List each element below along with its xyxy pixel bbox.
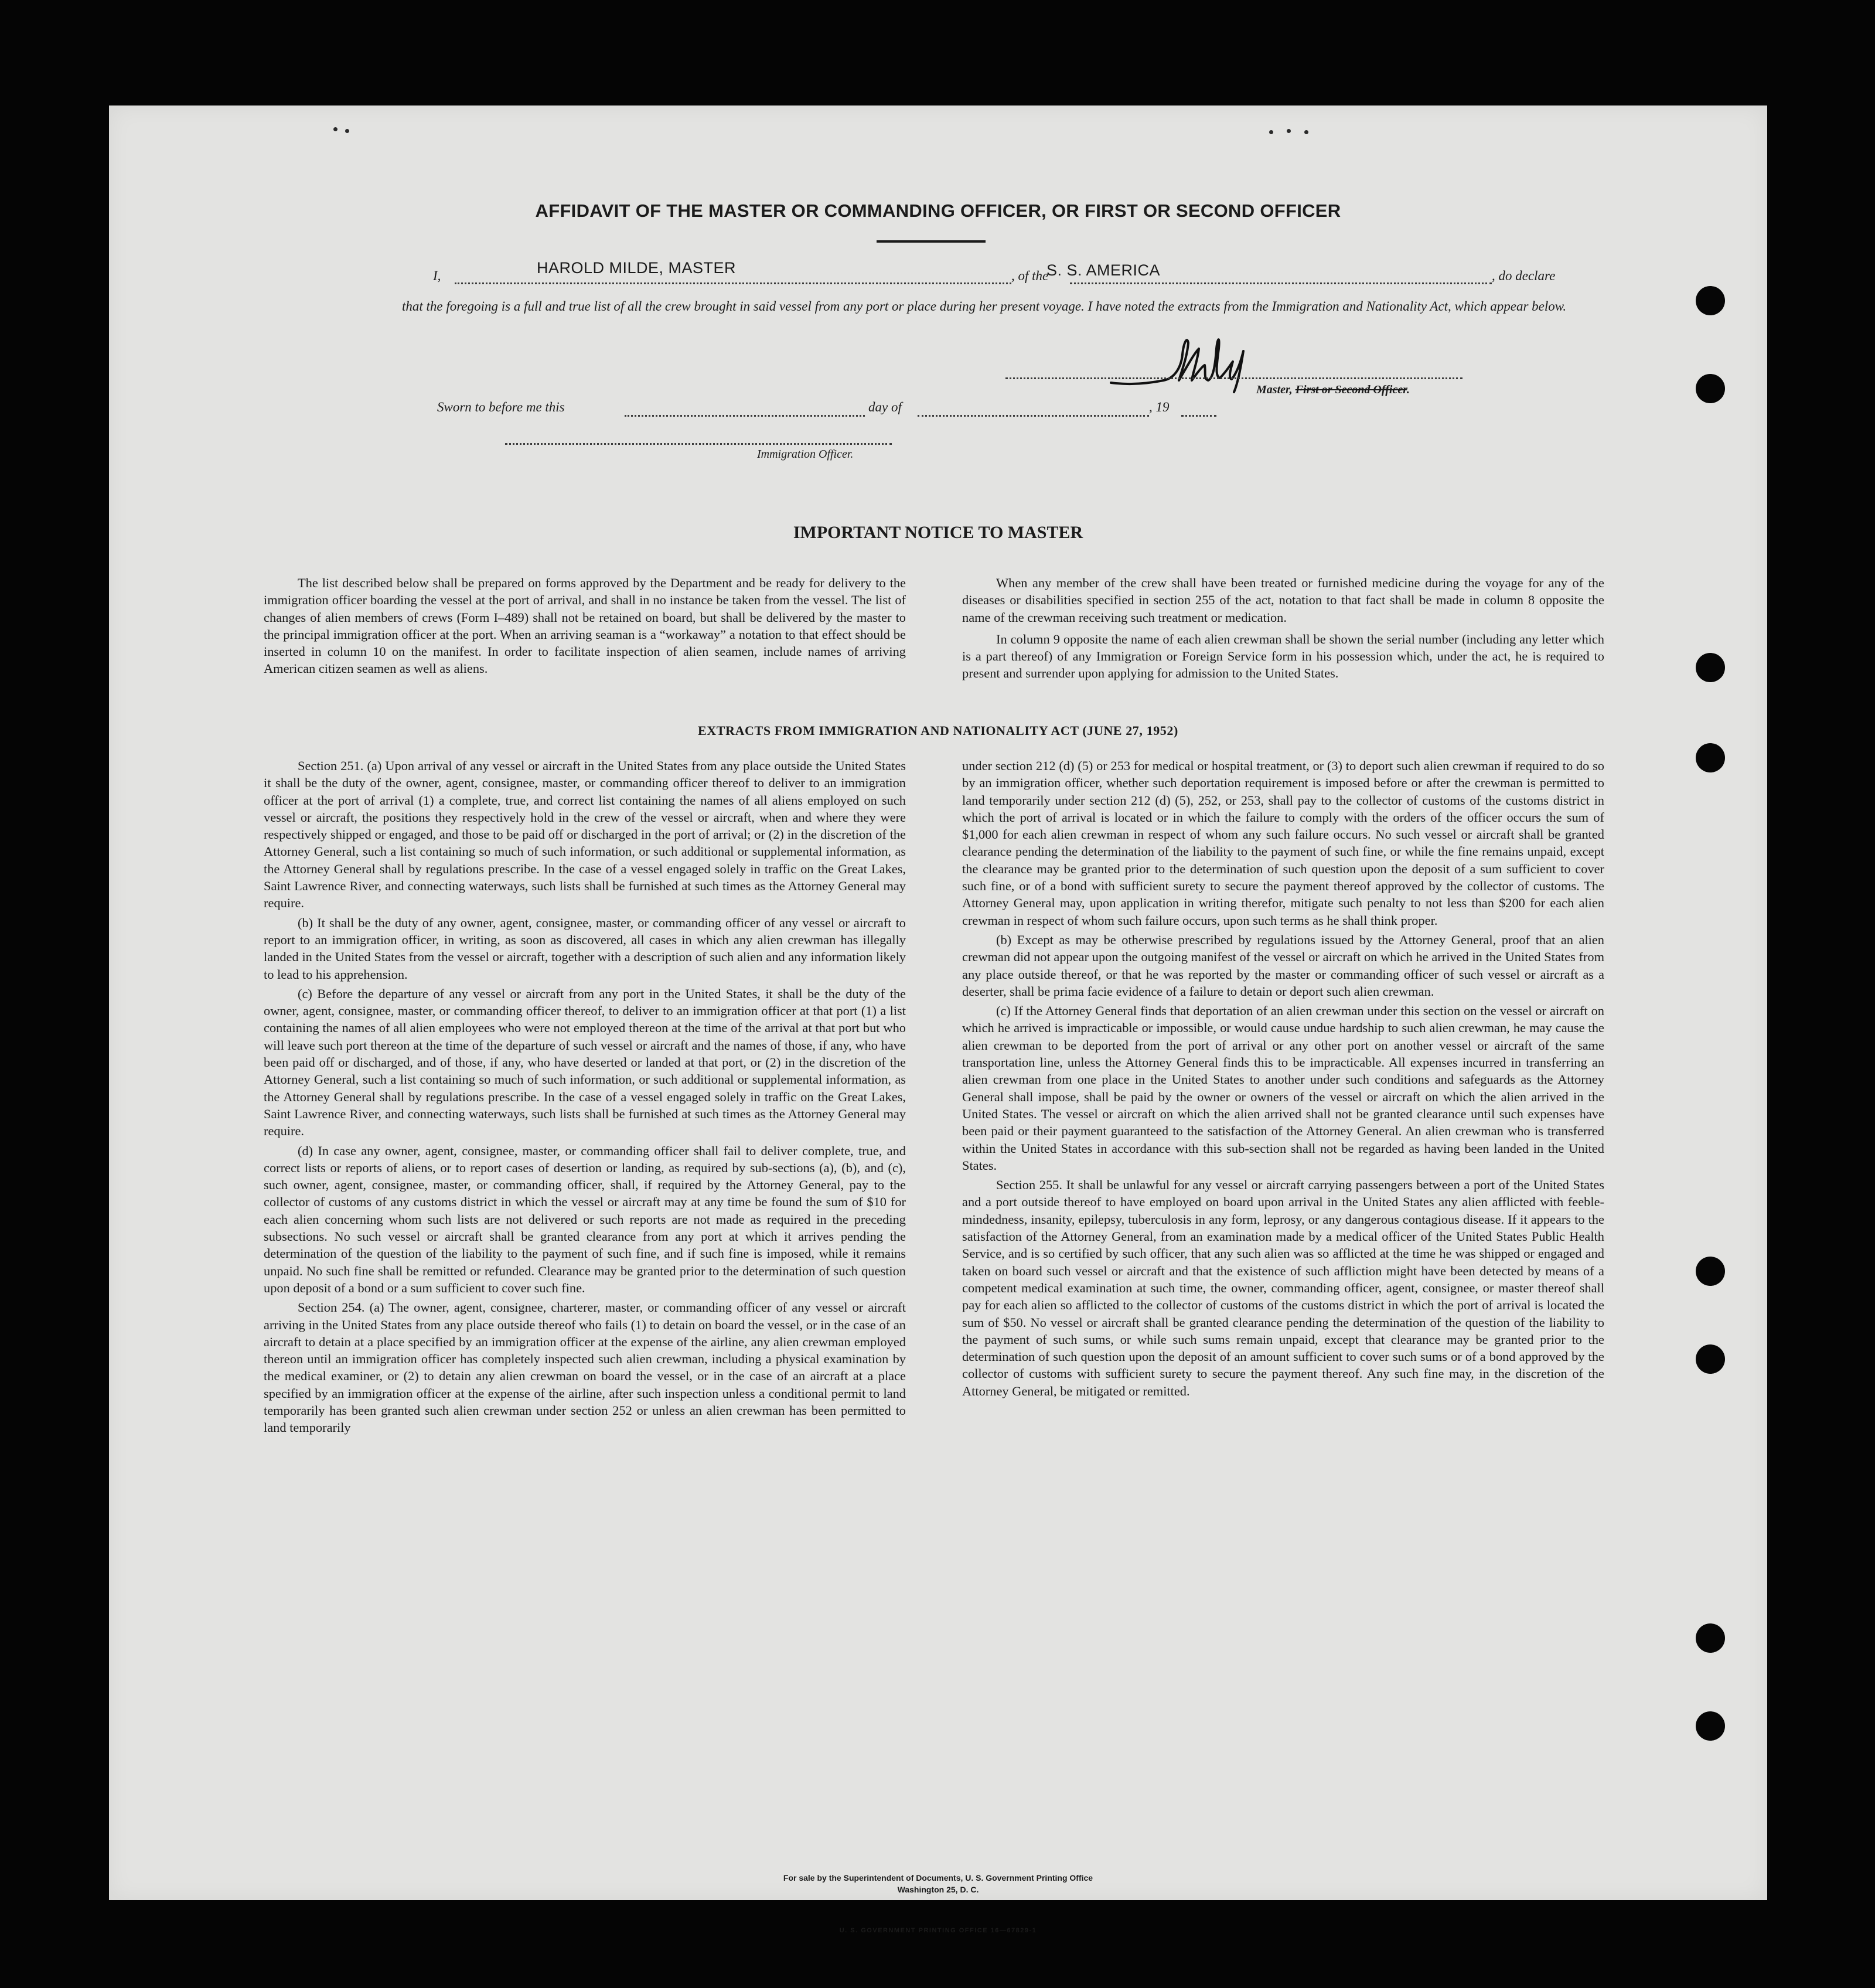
of-the-label: , of the bbox=[1011, 268, 1049, 283]
punch-hole bbox=[1696, 1711, 1725, 1741]
section-254-a-continued: under section 212 (d) (5) or 253 for medical or hospital treatment, or (3) to deport such alien crewman if required to do so by an immigration officer, whether such deportation requirement is imposed before or after the crewman is permitted to land temporarily under section 212 (d) (5), 252, or 253, shall pay to the collector of customs of the customs district in which the port of arrival is located or in which the failure to comply with the orders of the officer occurs the sum of $1,000 for each alien crewman in respect of whom any such failure occurs. No such vessel or aircraft shall be granted clearance pending the determination of the liability to the payment of such fine, or while the fine remains unpaid, except the clearance may be granted prior to the determination of such question upon the deposit of a sum sufficient to cover such fine, or of a bond with sufficient surety to secure the payment thereof approved by the collector of customs. The Attorney General may, upon application in writing therefor, mitigate such penalty to not less than $200 for each alien crewman in respect of whom such failure occurs, upon such terms as he shall think proper. bbox=[962, 758, 1604, 928]
do-declare-label: , do declare bbox=[1492, 268, 1556, 283]
section-251-d: (d) In case any owner, agent, consignee, master, or commanding officer shall fail to deliver complete, true, and correct lists or reports of aliens, or to report cases of desertion or landing, as required by sub-sections (a), (b), and (c), such owner, agent, consignee, master, or commanding officer, shall, if required by the Attorney General, pay to the collector of customs of any customs district in which the vessel or aircraft may at any time be found the sum of $10 for each alien concerning whom such lists are not delivered or such reports are not made as required in the preceding subsections. No such vessel or aircraft shall be granted clearance from any port at which it arrives pending the determination of the question of the liability to the payment of such fine, and if such fine is imposed, while it remains unpaid. No such fine shall be remitted or refunded. Clearance may be granted prior to the determination of such question upon deposit of a bond or a sum sufficient to cover such fine. bbox=[264, 1143, 906, 1295]
day-of-label: day of bbox=[868, 400, 902, 414]
punch-hole bbox=[1696, 1344, 1725, 1374]
punch-hole bbox=[1696, 286, 1725, 315]
sale-line-2: Washington 25, D. C. bbox=[897, 1885, 979, 1894]
notice-right-paragraph-2: In column 9 opposite the name of each alien crewman shall be shown the serial number (including any letter which is a part thereof) of any Immigration or Foreign Service form in his possession which, under the act, he is required to present and surrender upon applying for admission to the United States. bbox=[962, 631, 1604, 681]
ink-speck bbox=[1269, 130, 1273, 134]
document-page bbox=[109, 105, 1767, 1934]
sworn-month-fill-line bbox=[918, 415, 1149, 417]
notice-title: IMPORTANT NOTICE TO MASTER bbox=[793, 523, 1083, 542]
punch-hole bbox=[1696, 653, 1725, 682]
gpo-imprint: U. S. GOVERNMENT PRINTING OFFICE 16—67829-1 bbox=[839, 1927, 1037, 1934]
punch-hole bbox=[1696, 1257, 1725, 1286]
sale-line-1: For sale by the Superintendent of Documents, U. S. Government Printing Office bbox=[783, 1873, 1093, 1883]
punch-hole bbox=[1696, 743, 1725, 772]
signer-title-period: . bbox=[1406, 383, 1410, 396]
punch-hole bbox=[1696, 1623, 1725, 1653]
sworn-year-fill-line bbox=[1181, 415, 1216, 417]
signer-title-master: Master, bbox=[1256, 383, 1296, 396]
section-254-c: (c) If the Attorney General finds that deportation of an alien crewman under this section on the vessel or aircraft on which he arrived is impracticable or impossible, or would cause undue hardship to such alien crewman, he may cause the alien crewman to be deported from the port of arrival or any other port on another vessel or aircraft of the same transportation line, unless the Attorney General finds this to be impracticable. All expenses incurred in transferring an alien crewman from one place in the United States to another under such conditions and safeguards as the Attorney General shall impose, shall be paid by the owner or owners of the vessel or aircraft on which the alien arrived in the United States. The vessel or aircraft on which the alien arrived shall not be granted clearance until such expenses have been paid or their payment guaranteed to the satisfaction of the Attorney General. An alien crewman who is transferred within the United States in accordance with this sub-section shall not be regarded as having been landed in the United States. bbox=[962, 1003, 1604, 1173]
notice-right-paragraph-1: When any member of the crew shall have been treated or furnished medicine during the voyage for any of the diseases or disabilities specified in section 255 of the act, notation to that fact shall be made in column 8 opposite the name of the crewman receiving such treatment or medication. bbox=[962, 576, 1604, 625]
section-251-c: (c) Before the departure of any vessel or aircraft from any port in the United States, it shall be the duty of the owner, agent, consignee, master, or commanding officer thereof, to deliver to an immigration officer at that port (1) a list containing the names of all alien employees who were not employed thereon at the time of the arrival at that port but who will leave such port thereon at the time of the departure of such vessel or aircraft and the names of those, if any, who have been paid off or discharged, and of those, if any, who have deserted or landed at that port, or (2) in the discretion of the Attorney General, such a list containing so much of such information, or such additional or supplemental information, as the Attorney General shall by regulations prescribe. In the case of a vessel engaged solely in traffic on the Great Lakes, Saint Lawrence River, and connecting waterways, such lists shall be furnished at such times as the Attorney General may require. bbox=[264, 986, 906, 1139]
vessel-fill-line bbox=[1070, 282, 1492, 284]
ink-speck bbox=[1287, 129, 1291, 133]
signer-title-struck: First or Second Officer bbox=[1295, 383, 1407, 396]
notice-right-column bbox=[962, 574, 1604, 685]
affidavit-prefix: I, bbox=[433, 268, 441, 283]
master-name: HAROLD MILDE, MASTER bbox=[537, 259, 737, 277]
extracts-title: EXTRACTS FROM IMMIGRATION AND NATIONALITY ACT (JUNE 27, 1952) bbox=[698, 723, 1178, 738]
sworn-label: Sworn to before me this bbox=[437, 400, 565, 414]
notice-left-paragraph: The list described below shall be prepared on forms approved by the Department and be ready for delivery to the immigration officer boarding the vessel at the port of arrival, and shall in no instance be taken from the vessel. The list of changes of alien members of crews (Form I–489) shall not be retained on board, but shall be delivered by the master to the principal immigration officer at the port. When an arriving seaman is a “workaway” a notation to that effect should be inserted in column 10 on the manifest. In order to facilitate inspection of alien seamen, include names of arriving American citizen seamen as well as aliens. bbox=[264, 576, 906, 676]
officer-fill-line bbox=[505, 443, 892, 445]
extracts-left-column bbox=[264, 757, 906, 1439]
section-255: Section 255. It shall be unlawful for any vessel or aircraft carrying passengers between a port of the United States and a port outside thereof to have employed on board upon arrival in the United States any alien afflicted with feeble-mindedness, insanity, epilepsy, tuberculosis in any form, leprosy, or any dangerous contagious disease. If it appears to the satisfaction of the Attorney General, from an examination made by a medical officer of the United States Public Health Service, and is so certified by such officer, that any such alien was so afflicted at the time he was shipped or engaged and taken on board such vessel or aircraft and that the existence of such affliction might have been detected by means of a competent medical examination at such time, the owner, commanding officer, agent, consignee, or master thereof shall pay for each alien so afflicted to the collector of customs of the customs district in which the port of arrival is located the sum of $50. No vessel or aircraft shall be granted clearance pending the determination of the question of the liability to the payment of such sums, or while such sums remain unpaid, except that clearance may be granted prior to the determination of such question upon the deposit of an amount sufficient to cover such sums or of a bond approved by the collector of customs with sufficient surety to secure the payment thereof. Any such fine may, in the discretion of the Attorney General, be mitigated or remitted. bbox=[962, 1177, 1604, 1398]
year-label: , 19 bbox=[1149, 400, 1170, 414]
vessel-name: S. S. AMERICA bbox=[1046, 261, 1161, 279]
name-fill-line bbox=[455, 282, 1011, 284]
ink-speck bbox=[345, 129, 349, 133]
signature-fill-line bbox=[1005, 377, 1462, 379]
signer-title bbox=[1256, 383, 1410, 397]
section-254-b: (b) Except as may be otherwise prescribed by regulations issued by the Attorney General, proof that an alien crewman did not appear upon the outgoing manifest of the vessel or aircraft on which he arrived in the United States from any place outside thereof, or that he was reported by the master or commanding officer of such vessel or aircraft as a deserter, shall be prima facie evidence of a failure to detain or deport such alien crewman. bbox=[962, 932, 1604, 999]
ink-speck bbox=[333, 127, 338, 131]
affidavit-title: AFFIDAVIT OF THE MASTER OR COMMANDING OFFICER, OR FIRST OR SECOND OFFICER bbox=[535, 200, 1341, 221]
master-signature bbox=[1105, 331, 1257, 396]
extracts-right-column bbox=[962, 757, 1604, 1402]
officer-label: Immigration Officer. bbox=[757, 448, 854, 461]
punch-hole bbox=[1696, 374, 1725, 403]
ink-speck bbox=[1304, 130, 1308, 134]
notice-left-column bbox=[264, 574, 906, 680]
affidavit-statement: that the foregoing is a full and true list of all the crew brought in said vessel from any port or place during her present voyage. I have noted the extracts from the Immigration and Nationality Act, which appear below. bbox=[402, 299, 1567, 314]
section-251-b: (b) It shall be the duty of any owner, agent, consignee, master, or commanding officer of any vessel or aircraft to report to an immigration officer, in writing, as soon as discovered, all cases in which any alien crewman has illegally landed in the United States from the vessel or aircraft, together with a description of such alien and any information likely to lead to his apprehension. bbox=[264, 915, 906, 982]
section-254-a: Section 254. (a) The owner, agent, consignee, charterer, master, or commanding officer of any vessel or aircraft arriving in the United States from any place outside thereof who fails (1) to detain on board the vessel, or in the case of an aircraft to detain at a place specified by an immigration officer at the expense of the airline, any alien crewman employed thereon until an immigration officer has completely inspected such alien crewman, including a physical examination by the medical examiner, or (2) to detain any alien crewman on board the vessel, or in the case of an aircraft at a place specified by an immigration officer at the expense of the airline, after such inspection unless a conditional permit to land temporarily has been granted such alien crewman under section 252 or unless an alien crewman has been permitted to land temporarily bbox=[264, 1300, 906, 1435]
title-rule bbox=[877, 240, 986, 243]
sworn-day-fill-line bbox=[625, 415, 865, 417]
section-251-a: Section 251. (a) Upon arrival of any vessel or aircraft in the United States from any place outside the United States it shall be the duty of the owner, agent, consignee, master, or commanding officer thereof to deliver to an immigration officer at the port of arrival (1) a complete, true, and correct list containing the names of all aliens employed on such vessel or aircraft, the positions they respectively hold in the crew of the vessel or aircraft, when and where they were respectively shipped or engaged, and those to be paid off or discharged in the port of arrival; or (2) in the discretion of the Attorney General, such a list containing so much of such information, or such additional or supplemental information, as the Attorney General shall by regulations prescribe. In the case of a vessel engaged solely in traffic on the Great Lakes, Saint Lawrence River, and connecting waterways, such lists shall be furnished at such times as the Attorney General may require. bbox=[264, 758, 906, 911]
